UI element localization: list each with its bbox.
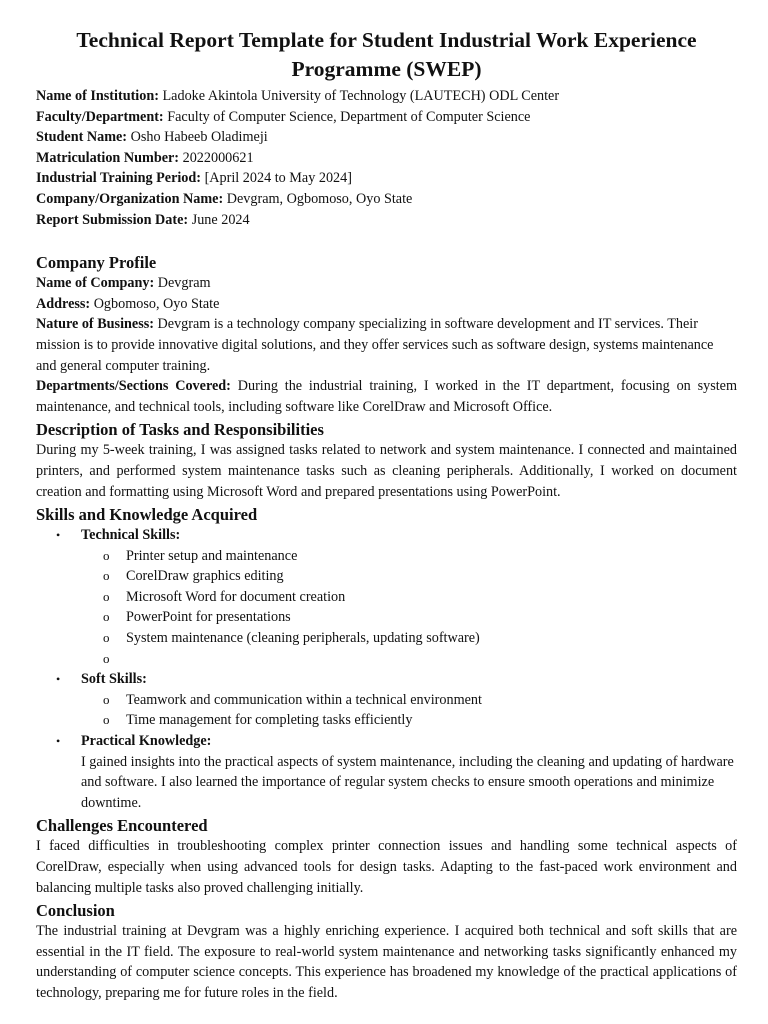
skills-heading: Skills and Knowledge Acquired [36,505,258,525]
list-item [36,566,737,587]
tasks-heading: Description of Tasks and Responsibilities [36,420,324,440]
soft-skills-label: Soft Skills: [81,671,147,688]
practical-knowledge-text: I gained insights into the practical aspects of system maintenance, including the cleaning and updating of hardware and software. I also learned the importance of regular system checks to ensure smooth operations and minimize downtime. [81,753,734,811]
company-address-label: Address: [36,295,91,312]
report-title: Technical Report Template for Student Industrial Work Experience Programme (SWEP) [76,28,697,81]
list-item [36,587,737,608]
info-student-name [36,127,737,148]
circle-bullet-icon: o [103,691,110,707]
list-item-text: Teamwork and communication within a technical environment [126,691,482,708]
technical-skills-label: Technical Skills: [81,527,181,544]
list-item [36,546,737,567]
conclusion-heading: Conclusion [36,901,115,921]
info-value: Devgram, Ogbomoso, Oyo State [226,190,413,207]
company-address-value: Ogbomoso, Oyo State [93,295,220,312]
list-item-text: Time management for completing tasks efficiently [126,712,413,729]
info-value: 2022000621 [182,149,254,166]
circle-bullet-icon: o [103,712,110,728]
list-item-text: CorelDraw graphics editing [126,568,284,585]
info-value: June 2024 [191,211,250,228]
report-page [36,26,737,1004]
info-training-period [36,168,737,189]
info-label: Student Name: [36,129,128,146]
challenges-heading: Challenges Encountered [36,816,208,836]
departments-covered [36,376,737,417]
technical-skills-item [36,525,737,669]
departments-value: During the industrial training, I worked in the IT department, focusing on system maintenance, and technical tools, including software like CorelDraw and Microsoft Office. [36,378,737,415]
info-label: Name of Institution: [36,88,159,104]
list-item [36,649,737,670]
departments-label: Departments/Sections Covered: [36,378,231,395]
info-label: Faculty/Department: [36,108,164,125]
practical-knowledge-item [36,731,737,813]
info-label: Report Submission Date: [36,211,189,228]
info-institution [36,86,737,107]
conclusion-text: The industrial training at Devgram was a highly enriching experience. I acquired both technical and soft skills that are essential in the IT field. The exposure to real-world system maintenance and networking tasks significantly enhanced my understanding of computer science concepts. This experience has broadened my knowledge of the practical applications of technology, preparing me for future roles in the field. [36,923,737,1001]
info-submission-date [36,210,737,231]
company-name-value: Devgram [157,275,211,292]
practical-knowledge-label: Practical Knowledge: [81,733,212,750]
list-item-text: Printer setup and maintenance [126,547,298,564]
info-label: Company/Organization Name: [36,190,224,207]
list-item [36,690,737,711]
tasks-section [36,419,737,502]
info-label: Matriculation Number: [36,149,180,166]
info-value: [April 2024 to May 2024] [204,170,352,187]
circle-bullet-icon: o [103,630,110,646]
soft-skills-item [36,669,737,731]
challenges-section [36,815,737,898]
company-name-label: Name of Company: [36,275,155,292]
list-item-text: Microsoft Word for document creation [126,588,346,605]
info-matric-number [36,148,737,169]
challenges-text: I faced difficulties in troubleshooting complex printer connection issues and handling some technical aspects of CorelDraw, especially when using advanced tools for design tasks. Adapting to the fast-paced work environment and balancing multiple tasks also proved challenging initially. [36,838,737,896]
info-value: Faculty of Computer Science, Department of Computer Science [167,108,531,125]
circle-bullet-icon: o [103,588,110,604]
list-item-text: System maintenance (cleaning peripherals, updating software) [126,630,480,647]
company-address-line [36,294,737,315]
bullet-icon: • [56,528,61,543]
info-value: Osho Habeeb Oladimeji [130,129,268,146]
soft-skills-sublist [36,690,737,731]
circle-bullet-icon: o [103,609,110,625]
info-company-name [36,189,737,210]
info-label: Industrial Training Period: [36,170,202,187]
conclusion-section [36,900,737,1003]
company-name-line [36,273,737,294]
list-item [36,607,737,628]
info-faculty [36,107,737,128]
circle-bullet-icon: o [103,547,110,563]
skills-list [36,525,737,813]
circle-bullet-icon: o [103,650,110,666]
list-item-text: PowerPoint for presentations [126,609,291,626]
bullet-icon: • [56,734,61,749]
circle-bullet-icon: o [103,568,110,584]
info-value: Ladoke Akintola University of Technology (LAUTECH) ODL Center [162,88,560,104]
nature-of-business [36,314,737,376]
nature-value: Devgram is a technology company specializing in software development and IT services. Their mission is to provide innovative digital solutions, and they offer services such as software design, systems maintenance and general computer training. [36,316,714,374]
report-info-block [36,86,737,230]
nature-label: Nature of Business: [36,316,154,333]
tasks-text: During my 5-week training, I was assigned tasks related to network and system maintenance. I connected and maintained printers, and performed system maintenance tasks such as cleaning peripherals. Additionally, I worked on document creation and formatting using Microsoft Word and prepared presentations using PowerPoint. [36,442,737,500]
list-item [36,710,737,731]
bullet-icon: • [56,672,61,687]
company-profile-section [36,252,737,417]
skills-section [36,504,737,813]
section-spacer [36,230,737,252]
list-item [36,628,737,649]
company-profile-heading: Company Profile [36,253,157,273]
technical-skills-sublist [36,546,737,670]
